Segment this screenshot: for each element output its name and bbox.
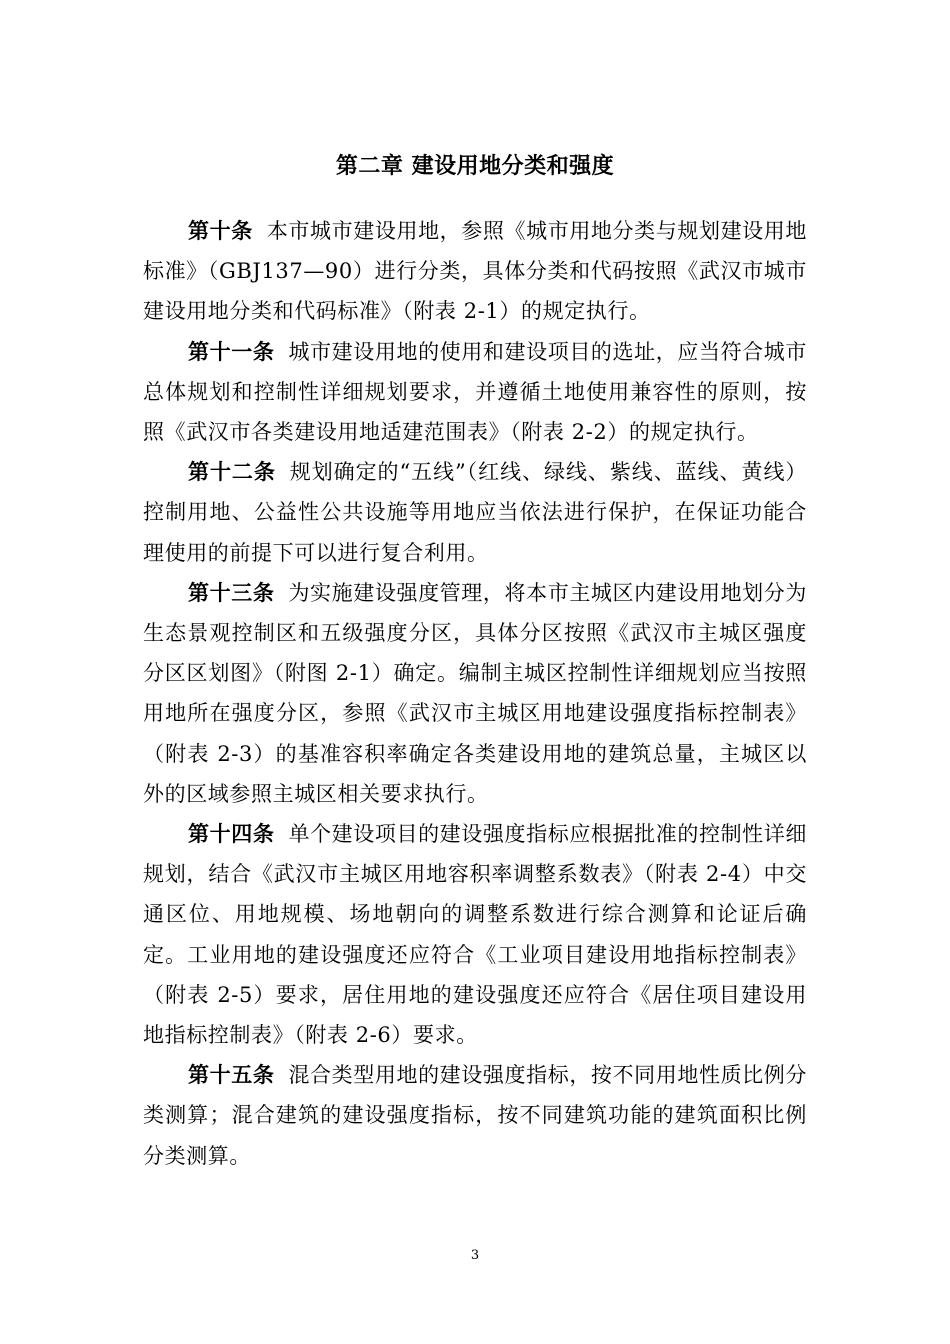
- article-label: 第十五条: [188, 1062, 275, 1088]
- article-label: 第十一条: [188, 338, 275, 364]
- article-text: 本市城市建设用地，参照《城市用地分类与规划建设用地标准》（GBJ137—90）进行分类，具体分类和代码按照《武汉市城市建设用地分类和代码标准》（附表 2-1）的规定执行。: [143, 219, 807, 324]
- article-10: [143, 211, 807, 332]
- article-label: 第十四条: [188, 821, 275, 847]
- article-14: [143, 814, 807, 1055]
- chapter-title: 第二章 建设用地分类和强度: [335, 153, 615, 179]
- article-list: [143, 211, 807, 1176]
- article-text: 规划确定的“五线”（红线、绿线、紫线、蓝线、黄线）控制用地、公益性公共设施等用地应当依法进行保护，在保证功能合理使用的前提下可以进行复合利用。: [143, 460, 807, 565]
- article-text: 混合类型用地的建设强度指标，按不同用地性质比例分类测算；混合建筑的建设强度指标，按不同建筑功能的建筑面积比例分类测算。: [143, 1063, 807, 1168]
- article-13: [143, 573, 807, 814]
- article-11: [143, 332, 807, 453]
- article-12: [143, 452, 807, 573]
- article-label: 第十三条: [188, 579, 275, 605]
- article-text: 单个建设项目的建设强度指标应根据批准的控制性详细规划，结合《武汉市主城区用地容积率调整系数表》（附表 2-4）中交通区位、用地规模、场地朝向的调整系数进行综合测算和论证后确定。工业用地的建设强度还应符合《工业项目建设用地指标控制表》（附表 2-5）要求，居住用地的建设强度还应符合《居住项目建设用地指标控制表》（附表 2-6）要求。: [143, 822, 807, 1048]
- article-label: 第十条: [188, 218, 253, 243]
- article-15: [143, 1055, 807, 1176]
- page-number: 3: [470, 1248, 480, 1263]
- article-label: 第十二条: [188, 459, 276, 485]
- article-text: 城市建设用地的使用和建设项目的选址，应当符合城市总体规划和控制性详细规划要求，并遵循土地使用兼容性的原则，按照《武汉市各类建设用地适建范围表》（附表 2-2）的规定执行。: [143, 339, 807, 445]
- article-text: 为实施建设强度管理，将本市主城区内建设用地划分为生态景观控制区和五级强度分区，具体分区按照《武汉市主城区强度分区区划图》（附图 2-1）确定。编制主城区控制性详细规划应当按照用地所在强度分区，参照《武汉市主城区用地建设强度指标控制表》（附表 2-3）的基准容积率确定各类建设用地的建筑总量，主城区以外的区域参照主城区相关要求执行。: [143, 580, 807, 806]
